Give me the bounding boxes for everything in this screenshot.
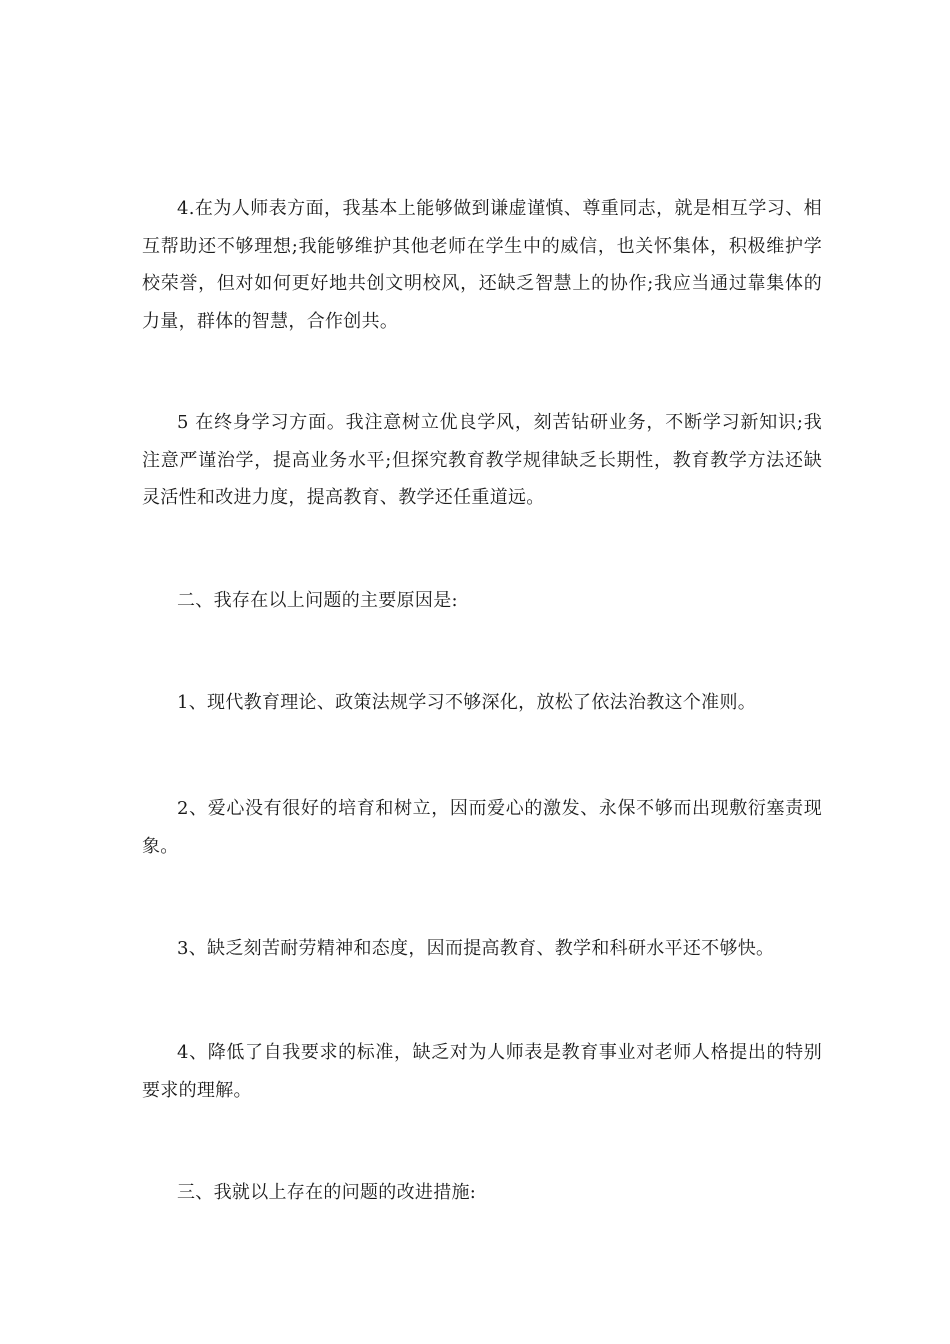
cause-item-1: 1、现代教育理论、政策法规学习不够深化，放松了依法治教这个准则。 [177,692,757,713]
cause-item-4: 4、降低了自我要求的标准，缺乏对为人师表是教育事业对老师人格提出的特别要求的理解。 [142,1042,822,1101]
paragraph-lifelong-learning: 5 在终身学习方面。我注意树立优良学风，刻苦钻研业务，不断学习新知识;我注意严谨治学，提高业务水平;但探究教育教学规律缺乏长期性，教育教学方法还缺灵活性和改进力度，提高教育、教学还任重道远。 [142,412,822,508]
section-heading-improvements: 三、我就以上存在的问题的改进措施: [177,1182,477,1203]
section-heading-causes: 二、我存在以上问题的主要原因是: [177,590,458,611]
paragraph-teacher-ethics: 4.在为人师表方面，我基本上能够做到谦虚谨慎、尊重同志，就是相互学习、相互帮助还不够理想;我能够维护其他老师在学生中的威信，也关怀集体，积极维护学校荣誉，但对如何更好地共创文明校风，还缺乏智慧上的协作;我应当通过靠集体的力量，群体的智慧，合作创共。 [142,198,822,332]
cause-item-2: 2、爱心没有很好的培育和树立，因而爱心的激发、永保不够而出现敷衍塞责现象。 [142,798,822,857]
cause-item-3: 3、缺乏刻苦耐劳精神和态度，因而提高教育、教学和科研水平还不够快。 [177,938,775,959]
